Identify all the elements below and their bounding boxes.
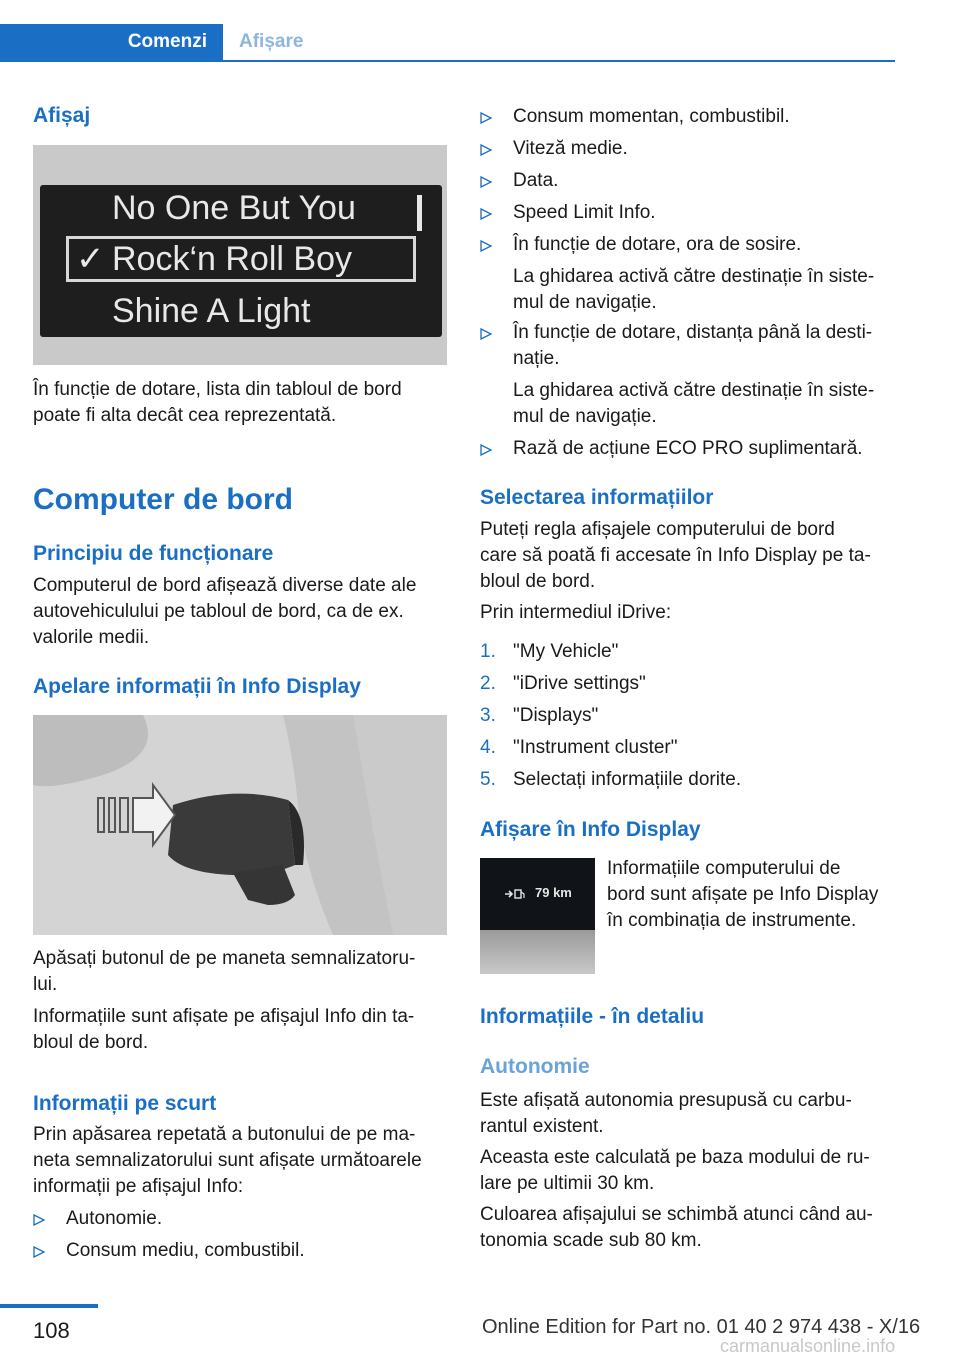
list-item-line: Consum momentan, combustibil. — [513, 106, 790, 127]
afisare-line: în combinația de instrumente. — [607, 910, 857, 931]
triangle-bullet-icon — [480, 240, 492, 252]
selectarea-line: Puteți regla afișajele computerului de bord — [480, 519, 835, 540]
step-text: "iDrive settings" — [513, 673, 646, 694]
step-number: 2. — [480, 673, 496, 694]
apelare-line: Apăsați butonul de pe maneta semnalizatoru‐ — [33, 948, 416, 969]
idrive-text: Prin intermediul iDrive: — [480, 602, 672, 623]
list-item-subtext-line: La ghidarea activă către destinație în siste‐ — [513, 266, 875, 287]
lever-illustration — [33, 715, 447, 935]
afisare-line: bord sunt afișate pe Info Display — [607, 884, 879, 905]
triangle-bullet-icon — [480, 176, 492, 188]
selectarea-line: care să poată fi accesate în Info Display pe ta‐ — [480, 545, 871, 566]
afisare-text — [607, 856, 907, 934]
scurt-line: Prin apăsarea repetată a butonului de pe ma‐ — [33, 1124, 416, 1145]
list-item-line: În funcție de dotare, ora de sosire. — [513, 234, 802, 255]
display-menu-figure — [33, 145, 447, 365]
list-item-text — [513, 136, 903, 162]
list-item-line: Speed Limit Info. — [513, 202, 656, 223]
tab-comenzi[interactable]: Comenzi — [0, 24, 223, 60]
triangle-bullet-icon — [480, 328, 492, 340]
list-item-subtext — [513, 378, 903, 430]
list-item-text — [513, 232, 903, 258]
list-item-line: Data. — [513, 170, 559, 191]
apelare-text-2 — [33, 1004, 453, 1056]
scurt-text — [33, 1122, 453, 1200]
step-text: "Displays" — [513, 705, 599, 726]
triangle-bullet-icon — [480, 444, 492, 456]
header-tabbar — [0, 24, 895, 62]
list-item-text: Consum mediu, combustibil. — [66, 1240, 305, 1261]
selectarea-text — [480, 517, 900, 595]
afisaj-note — [33, 377, 453, 429]
triangle-bullet-icon — [480, 144, 492, 156]
autonomie-line: rantul existent. — [480, 1116, 604, 1137]
afisare-line: Informațiile computerului de — [607, 858, 841, 879]
step-text: "My Vehicle" — [513, 641, 619, 662]
triangle-bullet-icon — [480, 112, 492, 124]
info-display-screen — [480, 858, 595, 930]
list-item-subtext-line: mul de navigație. — [513, 292, 657, 313]
autonomie-line: tonomia scade sub 80 km. — [480, 1230, 702, 1251]
info-display-figure — [480, 858, 595, 974]
list-item-line: În funcție de dotare, distanța până la desti‐ — [513, 322, 873, 343]
section-title-apelare: Apelare informații în Info Display — [33, 675, 361, 698]
display-screen — [40, 185, 442, 337]
list-item-text — [513, 436, 903, 462]
apelare-text-1 — [33, 946, 453, 998]
scurt-line: informații pe afișajul Info: — [33, 1176, 244, 1197]
list-item-subtext-line: mul de navigație. — [513, 406, 657, 427]
list-item-text: Autonomie. — [66, 1208, 163, 1229]
list-item-text — [513, 168, 903, 194]
tab-afisare[interactable]: Afișare — [239, 31, 304, 52]
turn-signal-lever-figure — [33, 715, 447, 935]
apelare-line: bloul de bord. — [33, 1032, 149, 1053]
step-number: 5. — [480, 769, 496, 790]
scrollbar-icon — [417, 195, 422, 231]
afisaj-note-line: În funcție de dotare, lista din tabloul de bord — [33, 379, 402, 400]
edition-text: Online Edition for Part no. 01 40 2 974 438 - X/16 — [482, 1316, 921, 1338]
autonomie-line: Este afișată autonomia presupusă cu carbu‐ — [480, 1090, 852, 1111]
autonomie-text-1 — [480, 1088, 900, 1140]
list-item-line: Viteză medie. — [513, 138, 628, 159]
page-number: 108 — [33, 1318, 70, 1343]
autonomie-line: Aceasta este calculată pe baza modului de ru‐ — [480, 1147, 870, 1168]
display-bezel — [480, 930, 595, 974]
list-item-line: nație. — [513, 348, 560, 369]
scurt-line: neta semnalizatorului sunt afișate următoarele — [33, 1150, 422, 1171]
list-item-text — [513, 320, 903, 372]
autonomie-text-3 — [480, 1202, 900, 1254]
triangle-bullet-icon — [33, 1214, 45, 1226]
list-item-subtext-line: La ghidarea activă către destinație în siste‐ — [513, 380, 875, 401]
step-number: 3. — [480, 705, 496, 726]
apelare-line: lui. — [33, 974, 58, 995]
autonomie-line: Culoarea afișajului se schimbă atunci când au‐ — [480, 1204, 873, 1225]
list-item-line: Rază de acțiune ECO PRO suplimentară. — [513, 438, 863, 459]
principiu-line: valorile medii. — [33, 627, 150, 648]
section-title-afisare: Afișare în Info Display — [480, 818, 701, 841]
triangle-bullet-icon — [480, 208, 492, 220]
step-text: Selectați informațiile dorite. — [513, 769, 742, 790]
autonomie-text-2 — [480, 1145, 900, 1197]
chapter-title-computer: Computer de bord — [33, 483, 293, 516]
triangle-bullet-icon — [33, 1246, 45, 1258]
menu-item-3: Shine A Light — [112, 292, 311, 330]
list-item-text — [513, 104, 903, 130]
subsection-title-autonomie: Autonomie — [480, 1055, 590, 1078]
list-item-subtext — [513, 264, 903, 316]
menu-item-1: No One But You — [112, 189, 356, 227]
range-value: 79 km — [535, 885, 572, 900]
section-title-principiu: Principiu de funcționare — [33, 542, 274, 565]
principiu-text — [33, 573, 453, 651]
step-number: 4. — [480, 737, 496, 758]
section-title-selectarea: Selectarea informațiilor — [480, 486, 714, 509]
menu-item-2: Rock‘n Roll Boy — [112, 240, 352, 278]
section-title-scurt: Informații pe scurt — [33, 1092, 217, 1115]
step-number: 1. — [480, 641, 496, 662]
fuel-range-icon — [504, 888, 526, 900]
autonomie-line: lare pe ultimii 30 km. — [480, 1173, 655, 1194]
principiu-line: autovehiculului pe tabloul de bord, ca de ex. — [33, 601, 404, 622]
section-title-detaliu: Informațiile - în detaliu — [480, 1005, 705, 1028]
selectarea-line: bloul de bord. — [480, 571, 596, 592]
watermark-text: carmanualsonline.info — [720, 1336, 896, 1356]
check-icon: ✓ — [76, 240, 105, 278]
apelare-line: Informațiile sunt afișate pe afișajul Info din ta‐ — [33, 1006, 415, 1027]
principiu-line: Computerul de bord afișează diverse date ale — [33, 575, 417, 596]
afisaj-note-line: poate fi alta decât cea reprezentată. — [33, 405, 337, 426]
list-item-text — [513, 200, 903, 226]
section-title-afisaj: Afișaj — [33, 104, 91, 127]
footer-accent-line — [0, 1304, 98, 1308]
step-text: "Instrument cluster" — [513, 737, 678, 758]
